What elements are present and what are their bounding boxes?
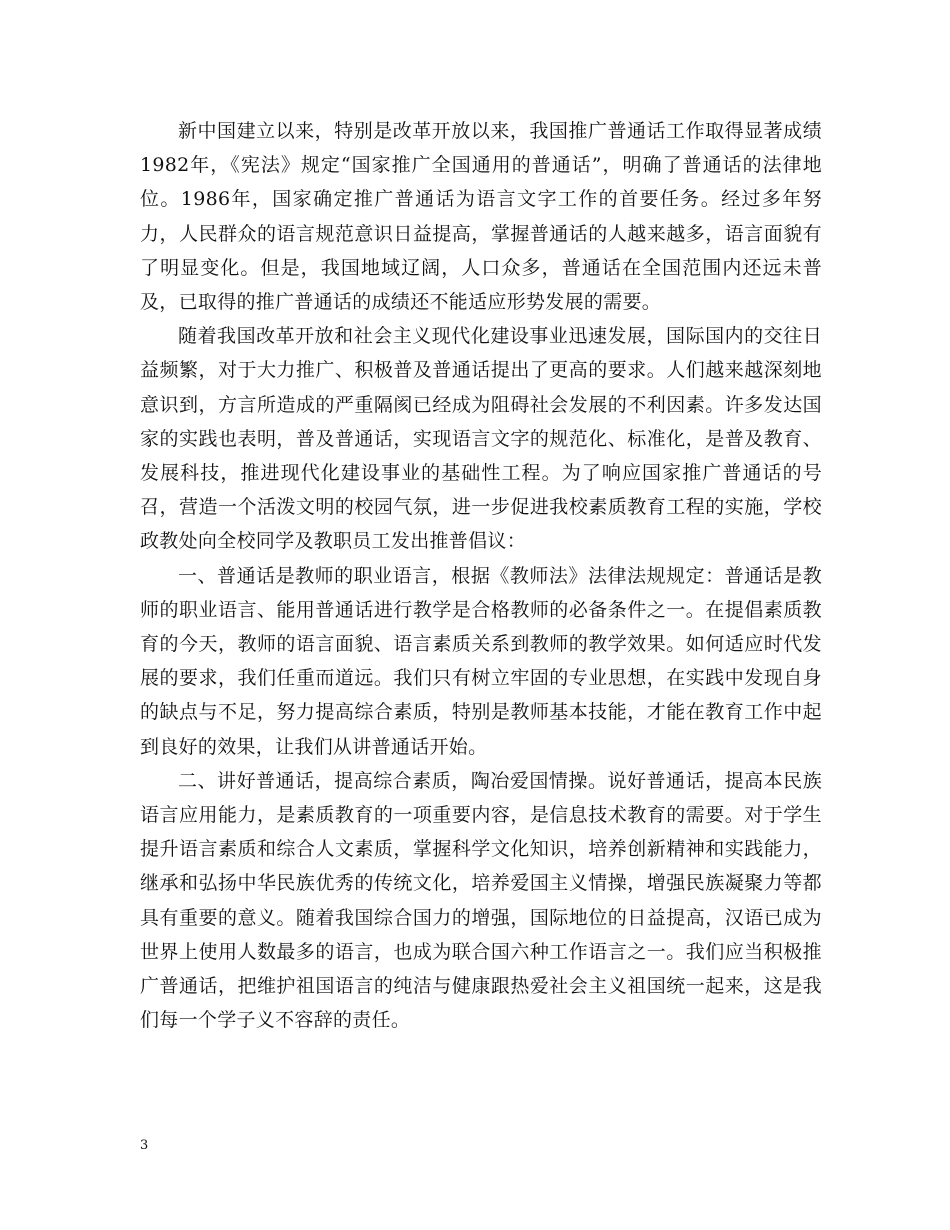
paragraph-development: 随着我国改革开放和社会主义现代化建设事业迅速发展，国际国内的交往日益频繁，对于大力推广、积极普及普通话提出了更高的要求。人们越来越深刻地意识到，方言所造成的严重隔阂已经成为阻碍社会发展的不利因素。许多发达国家的实践也表明，普及普通话，实现语言文字的规范化、标准化，是普及教育、发展科技，推进现代化建设事业的基础性工程。为了响应国家推广普通话的号召，营造一个活泼文明的校园气氛，进一步促进我校素质教育工程的实施，学校政教处向全校同学及教职员工发出推普倡议： <box>140 325 822 553</box>
paragraph-point-two: 二、讲好普通话，提高综合素质，陶冶爱国情操。说好普通话，提高本民族语言应用能力，是素质教育的一项重要内容，是信息技术教育的需要。对于学生提升语言素质和综合人文素质，掌握科学文化知识，培养创新精神和实践能力，继承和弘扬中华民族优秀的传统文化，培养爱国主义情操，增强民族凝聚力等都具有重要的意义。随着我国综合国力的增强，国际地位的日益提高，汉语已成为世界上使用人数最多的语言，也成为联合国六种工作语言之一。我们应当积极推广普通话，把维护祖国语言的纯洁与健康跟热爱社会主义祖国统一起来，这是我们每一个学子义不容辞的责任。 <box>140 769 822 1032</box>
page-number: 3 <box>140 1138 149 1153</box>
document-body <box>140 114 822 1037</box>
paragraph-point-one: 一、普通话是教师的职业语言，根据《教师法》法律法规规定：普通话是教师的职业语言、能用普通话进行教学是合格教师的必备条件之一。在提倡素质教育的今天，教师的语言面貌、语言素质关系到教师的教学效果。如何适应时代发展的要求，我们任重而道远。我们只有树立牢固的专业思想，在实践中发现自身的缺点与不足，努力提高综合素质，特别是教师基本技能，才能在教育工作中起到良好的效果，让我们从讲普通话开始。 <box>140 564 822 758</box>
paragraph-intro: 新中国建立以来，特别是改革开放以来，我国推广普通话工作取得显著成绩1982年，《宪法》规定“国家推广全国通用的普通话”，明确了普通话的法律地位。1986年，国家确定推广普通话为语言文字工作的首要任务。经过多年努力，人民群众的语言规范意识日益提高，掌握普通话的人越来越多，语言面貌有了明显变化。但是，我国地域辽阔，人口众多，普通话在全国范围内还远未普及，已取得的推广普通话的成绩还不能适应形势发展的需要。 <box>140 120 822 314</box>
